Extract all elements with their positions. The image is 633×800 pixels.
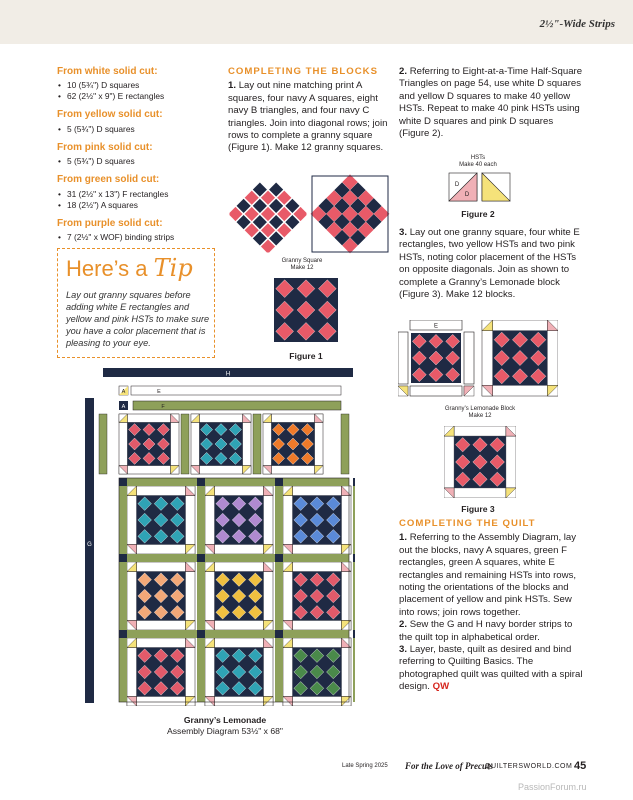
granny-square-label: Granny Square <box>281 258 323 264</box>
step-text: Referring to the Assembly Diagram, lay out the blocks, navy A squares, green F rectangles, green A squares, white E rectangles and remaining HSTs into rows, noting the orientations of the blocks and placement of yellow and pink HSTs. Sew into rows; join rows together. <box>399 532 577 618</box>
green-sash-horizontal <box>119 554 349 562</box>
cut-list <box>57 156 217 167</box>
green-sash-vertical <box>197 478 205 702</box>
label-d: D <box>454 182 460 188</box>
cut-heading: From yellow solid cut: <box>57 109 163 121</box>
assembled-lemonade-block <box>482 320 558 396</box>
white-e-rect <box>398 332 408 384</box>
cut-item: • 5 (5¾") D squares <box>57 156 217 167</box>
lemonade-block <box>444 426 516 498</box>
granny-square <box>271 422 314 465</box>
cut-heading: From purple solid cut: <box>57 217 163 229</box>
label-d: D <box>464 192 470 198</box>
quilt-block <box>283 486 351 554</box>
quilt-section <box>399 518 585 694</box>
fig1-label <box>262 258 342 272</box>
green-sash-vertical <box>353 478 355 702</box>
green-f-sash <box>181 414 189 474</box>
hst-title: HSTs <box>470 155 486 161</box>
step-text: Lay out nine matching print A squares, four navy A squares, eight navy B triangles, and four navy C triangles. Join into diagonal rows; join rows to complete a granny square (Figure 1). Make 12 granny squares. <box>228 80 388 154</box>
quilt-block <box>205 562 273 630</box>
navy-cornerstone <box>119 478 127 486</box>
granny-square <box>493 331 548 386</box>
quilt-step3 <box>399 644 585 694</box>
navy-cornerstone <box>353 630 355 638</box>
step-number: 3. <box>399 227 408 238</box>
blocks-step2 <box>399 66 585 140</box>
cutting-list <box>57 66 217 243</box>
navy-cornerstone <box>353 478 355 486</box>
granny-square <box>199 422 242 465</box>
green-sash-vertical <box>119 478 127 702</box>
cut-list <box>57 232 217 243</box>
lemonade-block-diagram <box>444 426 516 498</box>
granny-square <box>411 333 461 383</box>
footer-magazine: For the Love of Precuts <box>405 761 493 771</box>
label-c: C <box>232 184 236 190</box>
section-title: 2½"-Wide Strips <box>539 18 615 30</box>
tip-box <box>57 248 215 358</box>
quilt-heading: COMPLETING THE QUILT <box>399 518 536 529</box>
cut-item: • 62 (2½" x 9") E rectangles <box>57 91 217 102</box>
label-e: E <box>157 389 161 395</box>
granny-square <box>215 572 264 621</box>
quilt-step2 <box>399 619 585 644</box>
step-number: 3. <box>399 644 408 656</box>
cut-heading: From white solid cut: <box>57 66 158 77</box>
white-e-rect <box>410 386 462 396</box>
step-text: Lay out one granny square, four white E rectangles, two yellow HSTs and two pink HSTs, noting color placement of the HSTs on opposite diagonals. Join as shown to complete a Granny’s Lemonade block (Figure 3). Make 12 blocks. <box>399 227 580 301</box>
figure-2-caption: Figure 2 <box>461 209 495 219</box>
granny-square-make: Make 12 <box>290 265 314 271</box>
diagonal-rows <box>311 174 390 253</box>
cut-item: • 18 (2½") A squares <box>57 200 217 211</box>
navy-cornerstone <box>119 554 127 562</box>
block-make: Make 12 <box>468 413 492 419</box>
green-sash-horizontal <box>119 630 349 638</box>
quilt-block <box>205 486 273 554</box>
figure-2-diagram <box>448 172 512 202</box>
block-label: Granny’s Lemonade Block <box>444 406 516 412</box>
label-a: A <box>121 389 126 395</box>
green-f-sash <box>341 414 349 474</box>
assembly-diagram <box>83 366 355 706</box>
step-text: Sew the G and H navy border strips to the quilt top in alphabetical order. <box>399 619 573 643</box>
blocks-section <box>228 66 388 155</box>
footer-issue: Late Spring 2025 <box>342 763 388 769</box>
navy-cornerstone <box>275 478 283 486</box>
blocks-step3 <box>399 227 585 301</box>
granny-square <box>137 572 186 621</box>
tip-word: Tip <box>153 254 193 282</box>
granny-square-diagram <box>274 278 338 342</box>
quilt-block <box>205 638 273 706</box>
cut-item: • 31 (2½" x 13") F rectangles <box>57 189 217 200</box>
step-number: 2. <box>399 66 408 77</box>
navy-cornerstone <box>353 554 355 562</box>
figure-1-caption: Figure 1 <box>289 351 323 361</box>
watermark: PassionForum.ru <box>518 782 587 792</box>
tip-text: Lay out granny squares before adding white E rectangles and yellow and pink HSTs to make sure you have a color placement that is pleasing to your eye. <box>66 290 210 348</box>
navy-cornerstone <box>197 478 205 486</box>
quilt-block <box>127 486 195 554</box>
figure-1-diagram <box>228 172 392 254</box>
tip-title <box>66 254 193 282</box>
cut-list <box>57 80 217 102</box>
tip-prefix: Here’s a <box>66 256 148 281</box>
quilt-block <box>283 638 351 706</box>
granny-square <box>293 572 342 621</box>
cut-list <box>57 124 217 135</box>
granny-square <box>127 422 170 465</box>
green-f-sash <box>253 414 261 474</box>
cut-heading: From pink solid cut: <box>57 141 153 153</box>
fig3-label <box>420 406 540 420</box>
assembly-subtitle: Assembly Diagram 53½" x 68" <box>167 726 283 736</box>
granny-square <box>137 496 186 545</box>
navy-cornerstone <box>275 554 283 562</box>
label-e: E <box>433 323 439 330</box>
quilt-block <box>191 414 251 474</box>
page-number: 45 <box>574 760 587 772</box>
cut-list <box>57 189 217 211</box>
label-g: G <box>87 542 92 548</box>
granny-square <box>215 648 264 697</box>
blocks-step1 <box>228 80 388 154</box>
granny-square <box>454 436 506 488</box>
green-sash-horizontal <box>119 478 349 486</box>
cut-item: • 10 (5¾") D squares <box>57 80 217 91</box>
figure-3-diagram <box>398 320 558 402</box>
label-a: A <box>121 404 126 410</box>
green-sash-vertical <box>275 478 283 702</box>
quilt-block <box>263 414 323 474</box>
granny-square <box>293 496 342 545</box>
step-text: Referring to Eight-at-a-Time Half-Square Triangles on page 54, use white D squares and yellow D squares to make 40 yellow HSTs. Repeat to make 40 pink HSTs using white D squares and pink D squares (Figure 2). <box>399 66 583 140</box>
quilt-block <box>283 562 351 630</box>
label-a: A <box>232 177 236 183</box>
white-e-row <box>131 386 341 395</box>
granny-square <box>293 648 342 697</box>
granny-square <box>274 278 338 342</box>
navy-cornerstone <box>197 554 205 562</box>
step-number: 1. <box>228 80 237 92</box>
figure-3-caption: Figure 3 <box>461 504 495 514</box>
granny-square <box>215 496 264 545</box>
granny-square <box>137 648 186 697</box>
header-bar <box>0 0 633 44</box>
step-number: 1. <box>399 532 408 544</box>
navy-cornerstone <box>119 630 127 638</box>
quilt-block <box>127 562 195 630</box>
hst-make: Make 40 each <box>459 162 497 168</box>
step-text: Layer, baste, quilt as desired and bind referring to Quilting Basics. The photographed quilt was quilted with a spiral design. <box>399 644 583 693</box>
fig2-title <box>438 155 518 169</box>
cut-item: • 5 (5¾") D squares <box>57 124 217 135</box>
white-e-rect <box>464 332 474 384</box>
assembled-granny <box>311 174 390 253</box>
green-f-sash <box>99 414 107 474</box>
navy-cornerstone <box>275 630 283 638</box>
label-h: H <box>225 371 231 378</box>
label-b: B <box>239 184 243 190</box>
navy-cornerstone <box>197 630 205 638</box>
footer-site-link[interactable]: QUILTERSWORLD.COM <box>485 763 573 770</box>
assembly-title: Granny’s Lemonade <box>183 715 267 725</box>
assembly-caption <box>140 715 310 737</box>
blocks-heading: COMPLETING THE BLOCKS <box>228 66 378 77</box>
end-mark: QW <box>432 681 450 693</box>
cut-heading: From green solid cut: <box>57 174 160 186</box>
step-number: 2. <box>399 619 408 631</box>
quilt-step1 <box>399 532 585 619</box>
quilt-block <box>119 414 179 474</box>
border-g-strip <box>85 398 94 703</box>
quilt-block <box>127 638 195 706</box>
label-f: F <box>161 404 165 410</box>
cut-item: • 7 (2½" x WOF) binding strips <box>57 232 217 243</box>
